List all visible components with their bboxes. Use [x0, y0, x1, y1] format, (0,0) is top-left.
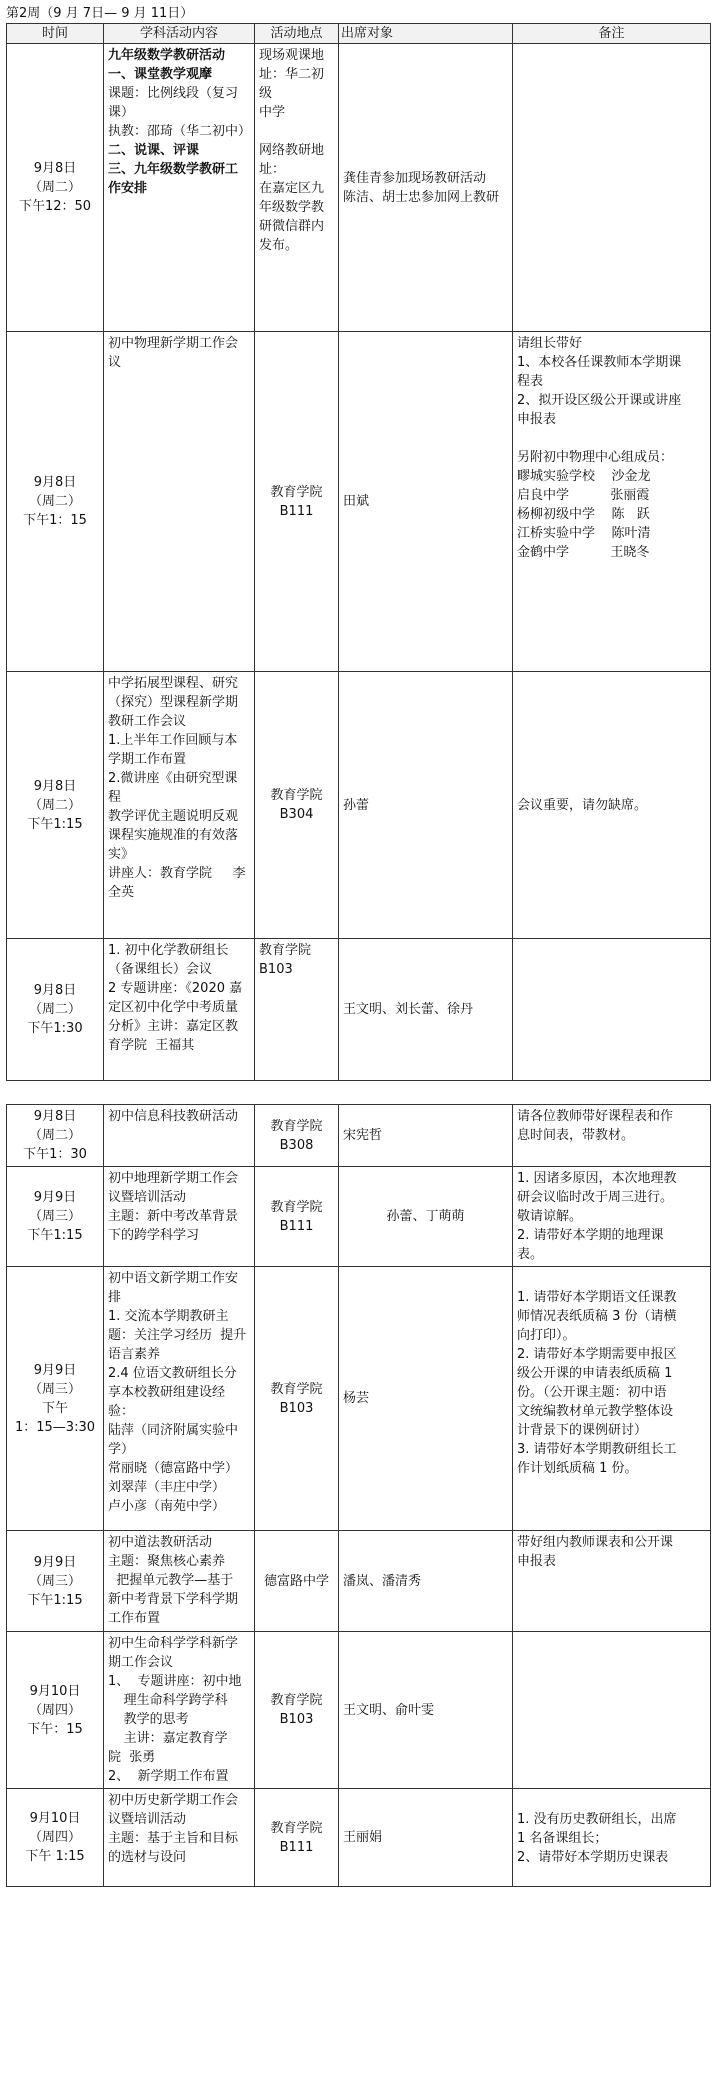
content-line: 主讲：嘉定教育学: [123, 1731, 228, 1746]
time-line: 9月9日: [33, 1362, 77, 1378]
note-line: 会议重要，请勿缺席。: [517, 797, 648, 813]
time-line: （周三）: [28, 1573, 81, 1589]
attendees-line: 潘岚、潘清秀: [343, 1573, 422, 1589]
time-line: 9月8日: [33, 475, 77, 490]
note-line: 表。: [517, 1247, 544, 1262]
content-line: 执教：邵琦（华二初中）: [108, 124, 252, 139]
attendees-line: 陈洁、胡士忠参加网上教研: [343, 189, 500, 205]
attendees-line: 王文明、刘长蕾、徐丹: [343, 1002, 474, 1017]
location-line: 教育学院: [270, 1381, 323, 1397]
time-line: 下午1:15: [27, 1228, 83, 1243]
time-cell: [7, 939, 104, 1081]
location-line: B111: [279, 1839, 314, 1855]
location-line: 址：华二初级: [259, 67, 325, 101]
time-line: 9月8日: [33, 778, 77, 794]
table-row: [7, 1531, 711, 1632]
content-line: 验：: [108, 1404, 135, 1419]
header-location: 活动地点: [255, 24, 339, 44]
location-line: 教育学院: [270, 1820, 323, 1836]
note-cell: [513, 1531, 711, 1632]
location-line: B111: [279, 1218, 314, 1234]
table-row: [7, 1105, 711, 1167]
table-row: [7, 672, 711, 939]
note-line: 1、本校各任课教师本学期课: [517, 355, 682, 370]
content-line: （探究）型课程新学期: [108, 695, 239, 710]
location-line: 发布。: [259, 238, 299, 253]
time-cell: [7, 1632, 104, 1789]
note-cell: [513, 1632, 711, 1789]
content-line: 议暨培训活动: [108, 1812, 187, 1827]
content-line: 教学评优主题说明反观: [108, 809, 239, 824]
content-line: 一、课堂教学观摩: [108, 67, 213, 82]
table-row: [7, 44, 711, 332]
location-line: [259, 122, 334, 141]
content-line: 初中语文新学期工作安: [108, 1271, 239, 1286]
note-line: 文统编教材单元教学整体设: [517, 1404, 674, 1419]
location-cell: [255, 939, 339, 1081]
location-line: B103: [279, 1712, 314, 1727]
content-line: 全英: [108, 885, 135, 900]
week-label: 第2周（9 月 7日— 9 月 11日）: [6, 6, 194, 21]
attendees-line: 田斌: [343, 494, 370, 509]
note-line: 另附初中物理中心组成员：: [517, 450, 674, 465]
time-cell: [7, 1167, 104, 1267]
note-line: 1. 没有历史教研组长，出席: [517, 1812, 677, 1827]
content-line: 主题：新中考改革背景: [108, 1209, 239, 1224]
time-line: 9月8日: [33, 983, 77, 998]
content-line: 初中地理新学期工作会: [108, 1171, 239, 1186]
time-line: 下午12：50: [18, 199, 92, 214]
note-line: 启良中学 张丽霞: [517, 488, 650, 503]
note-line: 计背景下的课例研讨）: [517, 1423, 648, 1438]
attendees-line: 王文明、俞叶雯: [343, 1702, 435, 1718]
content-cell: [104, 44, 255, 332]
time-line: 下午1：15: [23, 513, 87, 528]
content-line: 语言素养: [108, 1347, 161, 1362]
content-line: 陆萍（同济附属实验中: [108, 1423, 239, 1438]
time-line: 9月8日: [33, 161, 77, 176]
content-line: 学）: [108, 1442, 135, 1457]
location-line: 教育学院: [270, 788, 323, 803]
time-line: 下午1：30: [23, 1147, 87, 1162]
location-line: 教育学院: [259, 943, 312, 958]
time-line: 下午1:15: [27, 1592, 83, 1608]
table-row: [7, 939, 711, 1081]
time-line: 9月9日: [33, 1190, 77, 1205]
location-line: 址：: [259, 162, 286, 177]
location-line: 年级数学教: [259, 200, 325, 215]
location-line: 教育学院: [270, 1118, 323, 1134]
note-cell: [513, 44, 711, 332]
content-line: 下的跨学科学习: [108, 1228, 200, 1243]
note-line: 金鹤中学 王晓冬: [517, 545, 650, 560]
content-cell: [104, 1531, 255, 1632]
time-line: （周二）: [28, 1002, 81, 1017]
content-line: 三、九年级数学教研工: [108, 162, 239, 177]
location-line: 网络教研地: [259, 143, 325, 158]
location-line: 教育学院: [270, 1199, 323, 1215]
content-line: 育学院 王福其: [108, 1038, 195, 1053]
content-line: 新中考背景下学科学期: [108, 1592, 239, 1607]
note-line: 敬请谅解。: [517, 1209, 583, 1224]
note-cell: [513, 1789, 711, 1887]
attendees-line: 龚佳青参加现场教研活动: [343, 170, 487, 186]
note-cell: [513, 1167, 711, 1267]
content-line: 初中历史新学期工作会: [108, 1793, 239, 1808]
location-line: 德富路中学: [263, 1573, 329, 1589]
time-line: （周二）: [28, 797, 81, 813]
note-line: 向打印）。: [517, 1328, 576, 1343]
attendees-cell: [339, 44, 513, 332]
attendees-line: 孙蕾、丁萌萌: [386, 1209, 465, 1224]
content-line: 排: [108, 1290, 122, 1305]
location-cell: [255, 1267, 339, 1531]
note-line: 级公开课的申请表纸质稿 1: [517, 1366, 673, 1381]
content-line: 教研工作会议: [108, 714, 187, 729]
content-cell: [104, 332, 255, 672]
time-cell: [7, 1531, 104, 1632]
time-cell: [7, 672, 104, 939]
content-line: 常丽晓（德富路中学）: [108, 1461, 239, 1476]
note-cell: [513, 1267, 711, 1531]
content-line: 课题：比例线段（复习: [108, 86, 239, 101]
content-cell: [104, 939, 255, 1081]
attendees-line: 孙蕾: [343, 797, 370, 813]
note-line: [517, 429, 706, 448]
content-line: 讲座人：教育学院 李: [108, 866, 246, 881]
note-line: 杨柳初级中学 陈 跃: [517, 507, 650, 522]
location-cell: [255, 1105, 339, 1167]
note-line: 份。（公开课主题：初中语: [517, 1385, 667, 1400]
note-line: 2. 请带好本学期的地理课: [517, 1228, 664, 1243]
content-line: 实》: [108, 847, 135, 862]
note-line: 申报表: [517, 412, 557, 427]
content-line: 分析》主讲：嘉定区教: [108, 1019, 239, 1034]
note-line: [517, 1269, 706, 1288]
content-line: 刘翠萍（丰庄中学）: [108, 1480, 226, 1495]
note-line: 息时间表，带教材。: [517, 1128, 635, 1143]
time-line: 下午 1:15: [25, 1849, 85, 1864]
content-line: 1、 专题讲座：初中地: [108, 1674, 242, 1689]
content-line: 二、说课、评课: [108, 143, 200, 158]
attendees-cell: [339, 1167, 513, 1267]
table-row: [7, 1789, 711, 1887]
location-line: B308: [279, 1137, 314, 1153]
location-line: B304: [279, 807, 314, 822]
note-line: 2、拟开设区级公开课或讲座: [517, 393, 682, 408]
time-line: 下午: [41, 1400, 68, 1416]
header-attendees: 出席对象: [339, 24, 513, 44]
time-line: （周三）: [28, 1381, 81, 1397]
content-cell: [104, 1105, 255, 1167]
content-line: 卢小彦（南苑中学）: [108, 1499, 226, 1514]
note-cell: [513, 1105, 711, 1167]
location-cell: [255, 672, 339, 939]
time-line: 9月10日: [29, 1811, 81, 1826]
time-line: 9月9日: [33, 1554, 77, 1570]
location-line: B103: [279, 1400, 314, 1416]
location-cell: [255, 1167, 339, 1267]
note-line: 2、请带好本学期历史课表: [517, 1850, 669, 1865]
time-line: 9月10日: [29, 1683, 81, 1699]
note-line: 1. 因诸多原因，本次地理教: [517, 1171, 677, 1186]
attendees-line: 杨芸: [343, 1391, 370, 1406]
content-line: 初中物理新学期工作会: [108, 336, 239, 351]
schedule-table-part-1: [6, 23, 711, 1081]
content-line: （备课组长）会议: [108, 962, 213, 977]
header-content: 学科活动内容: [104, 24, 255, 44]
note-line: [517, 1791, 706, 1810]
content-line: 主题：基于主旨和目标: [108, 1831, 239, 1846]
content-line: 的选材与设问: [108, 1850, 187, 1865]
content-line: 1. 交流本学期教研主: [108, 1309, 229, 1324]
attendees-cell: [339, 939, 513, 1081]
header-note: 备注: [513, 24, 711, 44]
time-line: 1：15—3:30: [14, 1419, 95, 1435]
time-cell: [7, 332, 104, 672]
content-line: 工作布置: [108, 1611, 161, 1626]
note-cell: [513, 672, 711, 939]
time-line: （周四）: [28, 1830, 81, 1845]
attendees-cell: [339, 1267, 513, 1531]
attendees-cell: [339, 1105, 513, 1167]
attendees-cell: [339, 672, 513, 939]
content-line: 2.4 位语文教研组长分: [108, 1366, 237, 1381]
time-cell: [7, 1105, 104, 1167]
content-line: 题：关注学习经历 提升: [108, 1328, 247, 1343]
table-row: [7, 1167, 711, 1267]
time-cell: [7, 1789, 104, 1887]
attendees-line: 王丽娟: [343, 1830, 383, 1845]
content-line: 初中道法教研活动: [108, 1535, 213, 1550]
time-line: 9月8日: [33, 1109, 77, 1124]
content-line: 议暨培训活动: [108, 1190, 187, 1205]
table-row: [7, 332, 711, 672]
content-line: 2.微讲座《由研究型课程: [108, 771, 238, 805]
note-line: 请组长带好: [517, 336, 583, 351]
content-line: 定区初中化学中考质量: [108, 1000, 239, 1015]
content-line: 院 张勇: [108, 1750, 156, 1765]
note-cell: [513, 939, 711, 1081]
note-line: 1. 请带好本学期语文任课教: [517, 1290, 677, 1305]
content-line: 1.上半年工作回顾与本: [108, 733, 238, 748]
content-line: 主题：聚焦核心素养: [108, 1554, 226, 1569]
content-cell: [104, 1167, 255, 1267]
content-line: 九年级数学教研活动: [108, 48, 226, 63]
content-line: 2 专题讲座：《2020 嘉: [108, 981, 243, 996]
content-line: 课程实施规准的有效落: [108, 828, 239, 843]
content-line: 中学拓展型课程、研究: [108, 676, 239, 691]
table-row: [7, 1632, 711, 1789]
note-line: 疁城实验学校 沙金龙: [517, 469, 651, 484]
time-line: 下午：15: [27, 1721, 83, 1737]
note-line: 2. 请带好本学期需要申报区: [517, 1347, 677, 1362]
location-line: 教育学院: [270, 484, 323, 500]
time-cell: [7, 1267, 104, 1531]
content-line: 1. 初中化学教研组长: [108, 943, 229, 958]
time-line: 下午1:30: [27, 1021, 83, 1036]
location-cell: [255, 332, 339, 672]
content-line: 初中信息科技教研活动: [108, 1109, 239, 1124]
note-cell: [513, 332, 711, 672]
note-line: 程表: [517, 374, 544, 389]
time-line: （周二）: [28, 180, 81, 195]
content-cell: [104, 672, 255, 939]
time-line: 下午1:15: [27, 816, 83, 832]
content-line: 议: [108, 355, 122, 370]
content-line: 享本校教研组建设经: [108, 1385, 226, 1400]
content-line: 初中生命科学学科新学: [108, 1636, 239, 1651]
location-cell: [255, 1531, 339, 1632]
location-cell: [255, 44, 339, 332]
location-line: 中学: [259, 105, 286, 120]
location-line: 现场观课地: [259, 48, 325, 63]
content-line: 教学的思考: [123, 1712, 189, 1727]
content-line: 作安排: [108, 181, 148, 196]
attendees-cell: [339, 332, 513, 672]
table-row: [7, 1267, 711, 1531]
time-line: （周四）: [28, 1702, 81, 1718]
location-line: 教育学院: [270, 1693, 323, 1708]
note-line: 江桥实验中学 陈叶清: [517, 526, 651, 541]
schedule-table-part-2: [6, 1104, 711, 1887]
note-line: 师情况表纸质稿 3 份（请横: [517, 1309, 677, 1324]
content-line: 把握单元教学—基于: [108, 1573, 234, 1588]
location-cell: [255, 1632, 339, 1789]
content-line: 课）: [108, 105, 135, 120]
time-line: （周二）: [28, 494, 81, 509]
time-line: （周二）: [28, 1128, 81, 1143]
content-line: 学期工作布置: [108, 752, 187, 767]
content-line: 2、 新学期工作布置: [108, 1769, 229, 1784]
location-cell: [255, 1789, 339, 1887]
location-line: B103: [259, 962, 293, 977]
note-line: 带好组内教师课表和公开课: [517, 1535, 674, 1550]
note-line: 请各位教师带好课程表和作: [517, 1109, 674, 1124]
content-line: 理生命科学跨学科: [123, 1693, 228, 1708]
attendees-cell: [339, 1632, 513, 1789]
content-line: 期工作会议: [108, 1655, 174, 1670]
note-line: 1 名备课组长；: [517, 1831, 608, 1846]
attendees-cell: [339, 1531, 513, 1632]
note-line: 3. 请带好本学期教研组长工: [517, 1442, 677, 1457]
note-line: 作计划纸质稿 1 份。: [517, 1461, 638, 1476]
location-line: B111: [279, 503, 314, 519]
attendees-line: 宋宪哲: [343, 1128, 383, 1143]
content-cell: [104, 1789, 255, 1887]
content-cell: [104, 1267, 255, 1531]
location-line: 研微信群内: [259, 219, 325, 234]
note-line: 研会议临时改于周三进行。: [517, 1190, 674, 1205]
attendees-cell: [339, 1789, 513, 1887]
table-header-row: [7, 24, 711, 44]
time-line: （周三）: [28, 1209, 81, 1224]
note-line: 申报表: [517, 1554, 557, 1569]
location-line: 在嘉定区九: [259, 181, 325, 196]
time-cell: [7, 44, 104, 332]
content-cell: [104, 1632, 255, 1789]
header-time: 时间: [7, 24, 104, 44]
